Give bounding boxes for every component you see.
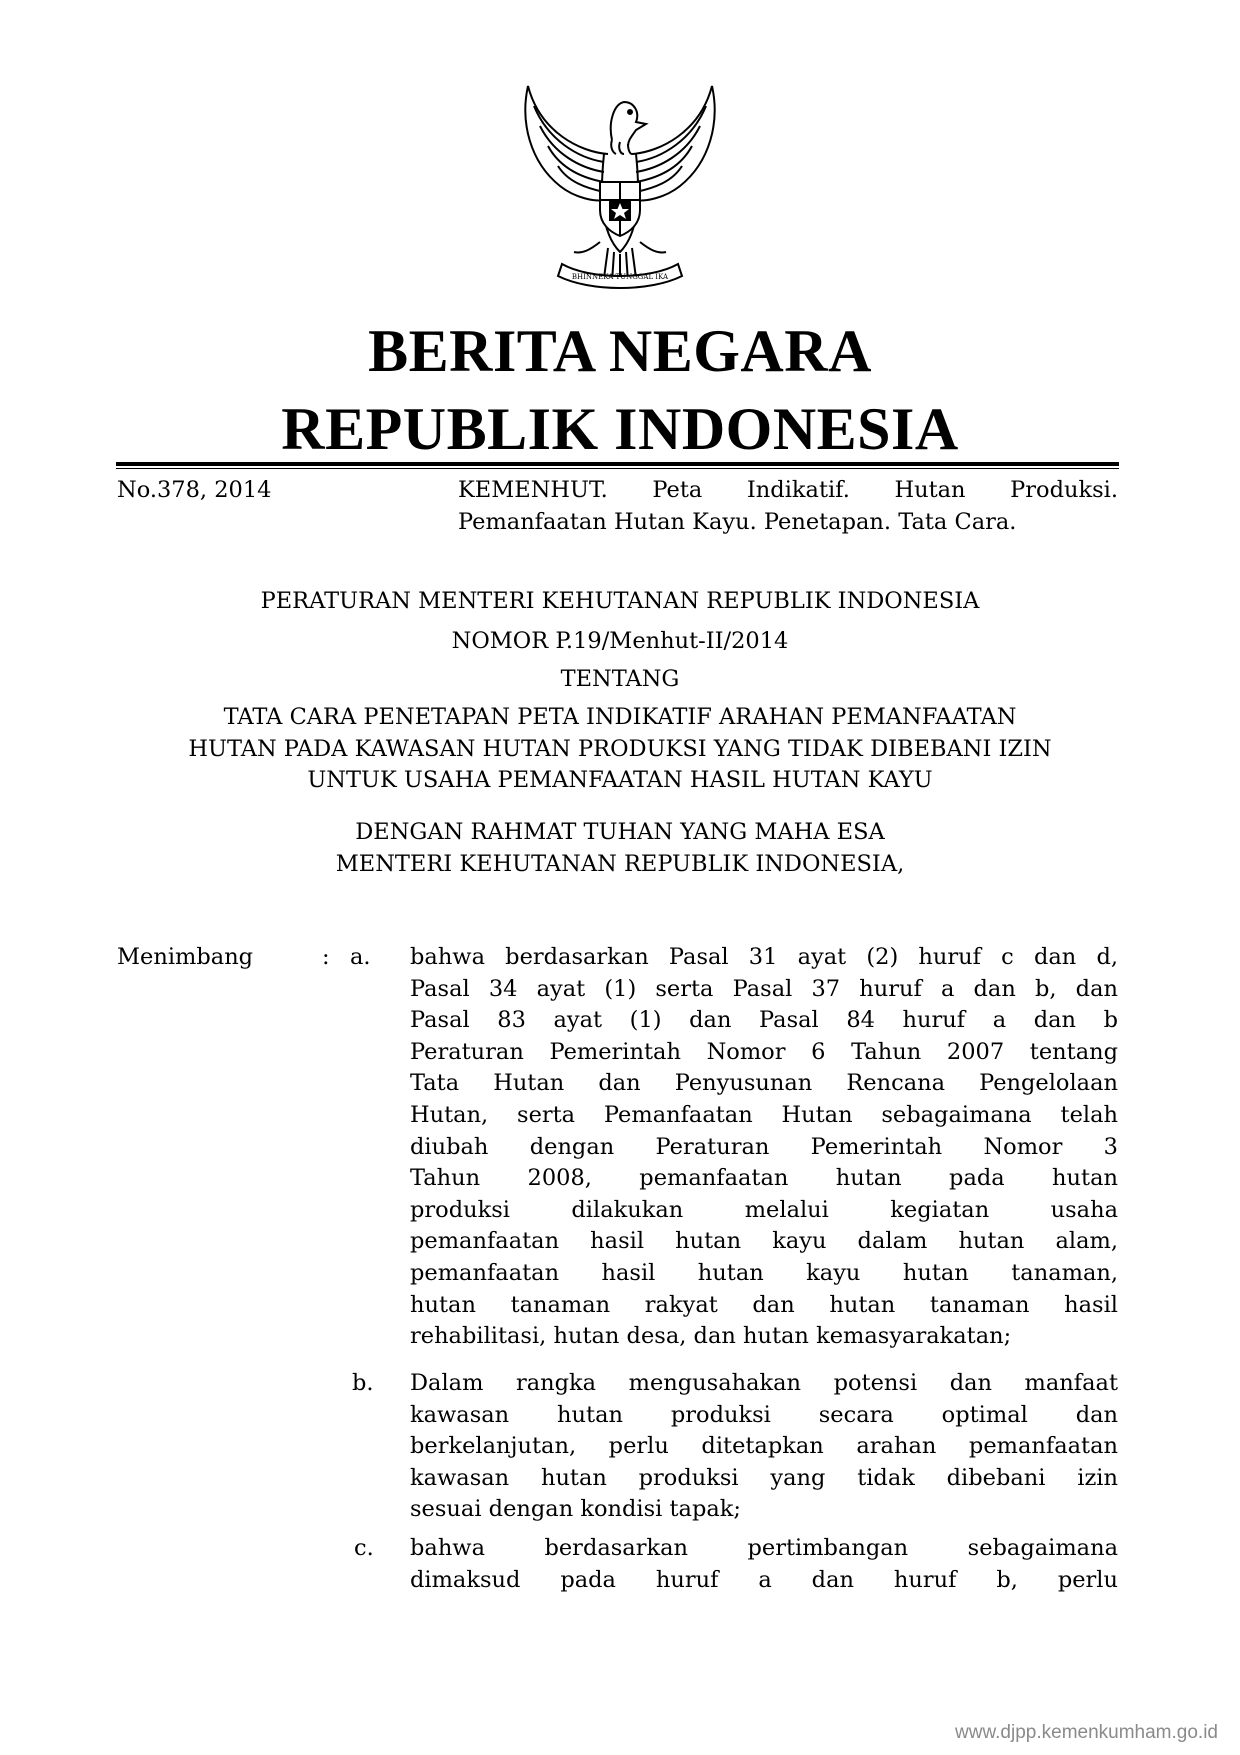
consideration-line: Tahun 2008, pemanfaatan hutan pada hutan: [410, 1165, 1118, 1192]
consideration-line: bahwa berdasarkan Pasal 31 ayat (2) huruf c dan d,: [410, 944, 1118, 970]
consideration-letter: c.: [354, 1535, 374, 1561]
consideration-letter: b.: [352, 1370, 374, 1396]
regulation-title-line: UNTUK USAHA PEMANFAATAN HASIL HUTAN KAYU: [307, 767, 933, 793]
consideration-line: bahwa berdasarkan pertimbangan sebagaimana: [410, 1535, 1118, 1561]
consideration-line: Hutan, serta Pemanfaatan Hutan sebagaimana telah: [410, 1101, 1118, 1128]
preamble: [80, 817, 1160, 880]
masthead-rule-thick: [116, 462, 1119, 466]
masthead-title-line1: BERITA NEGARA: [368, 318, 872, 384]
consideration-line: produksi dilakukan melalui kegiatan usaha: [410, 1196, 1118, 1223]
consideration-line: Dalam rangka mengusahakan potensi dan manfaat: [410, 1370, 1118, 1396]
consideration-line: kawasan hutan produksi yang tidak dibebani izin: [410, 1464, 1118, 1491]
keywords-line: KEMENHUT. Peta Indikatif. Hutan Produksi.: [458, 477, 1118, 503]
consideration-line: kawasan hutan produksi secara optimal dan: [410, 1401, 1118, 1428]
regulation-number: NOMOR P.19/Menhut-II/2014: [451, 628, 789, 654]
svg-text:BHINNEKA TUNGGAL IKA: BHINNEKA TUNGGAL IKA: [571, 273, 669, 281]
considerations-separator: :: [322, 944, 330, 970]
regulation-issuer: PERATURAN MENTERI KEHUTANAN REPUBLIK INDONESIA: [260, 588, 980, 614]
gazette-keywords: [458, 474, 1118, 538]
consideration-line: rehabilitasi, hutan desa, dan hutan kemasyarakatan;: [410, 1323, 1012, 1350]
consideration-item-b: [410, 1368, 1118, 1526]
consideration-line: berkelanjutan, perlu ditetapkan arahan pemanfaatan: [410, 1433, 1118, 1460]
consideration-line: Pasal 34 ayat (1) serta Pasal 37 huruf a dan b, dan: [410, 975, 1118, 1002]
regulation-title-line: HUTAN PADA KAWASAN HUTAN PRODUKSI YANG TIDAK DIBEBANI IZIN: [188, 735, 1052, 762]
consideration-item-a: [410, 942, 1118, 1353]
regulation-title: [80, 702, 1160, 797]
consideration-item-c: [410, 1533, 1118, 1596]
consideration-line: sesuai dengan kondisi tapak;: [410, 1496, 741, 1523]
regulation-title-line: TATA CARA PENETAPAN PETA INDIKATIF ARAHAN PEMANFAATAN: [223, 704, 1017, 730]
consideration-line: pemanfaatan hasil hutan kayu hutan tanaman,: [410, 1259, 1118, 1286]
preamble-line: DENGAN RAHMAT TUHAN YANG MAHA ESA: [355, 819, 885, 845]
consideration-line: diubah dengan Peraturan Pemerintah Nomor 3: [410, 1133, 1118, 1160]
preamble-line: MENTERI KEHUTANAN REPUBLIK INDONESIA,: [335, 850, 905, 877]
keywords-line: Pemanfaatan Hutan Kayu. Penetapan. Tata Cara.: [458, 509, 1017, 535]
gazette-number: No.378, 2014: [117, 477, 272, 503]
consideration-line: Tata Hutan dan Penyusunan Rencana Pengelolaan: [410, 1070, 1118, 1097]
masthead-rule-thin: [116, 468, 1119, 469]
consideration-line: hutan tanaman rakyat dan hutan tanaman hasil: [410, 1291, 1118, 1318]
consideration-line: Pasal 83 ayat (1) dan Pasal 84 huruf a dan b: [410, 1007, 1118, 1034]
consideration-line: Peraturan Pemerintah Nomor 6 Tahun 2007 tentang: [410, 1038, 1118, 1065]
regulation-about: TENTANG: [560, 666, 680, 692]
footer-url: www.djpp.kemenkumham.go.id: [955, 1722, 1218, 1743]
consideration-line: pemanfaatan hasil hutan kayu dalam hutan alam,: [410, 1228, 1118, 1255]
garuda-pancasila-emblem-icon: [500, 82, 740, 300]
consideration-letter: a.: [350, 944, 371, 970]
considerations-label: Menimbang: [117, 944, 254, 970]
masthead-title-line2: REPUBLIK INDONESIA: [281, 396, 959, 462]
consideration-line: dimaksud pada huruf a dan huruf b, perlu: [410, 1566, 1118, 1593]
